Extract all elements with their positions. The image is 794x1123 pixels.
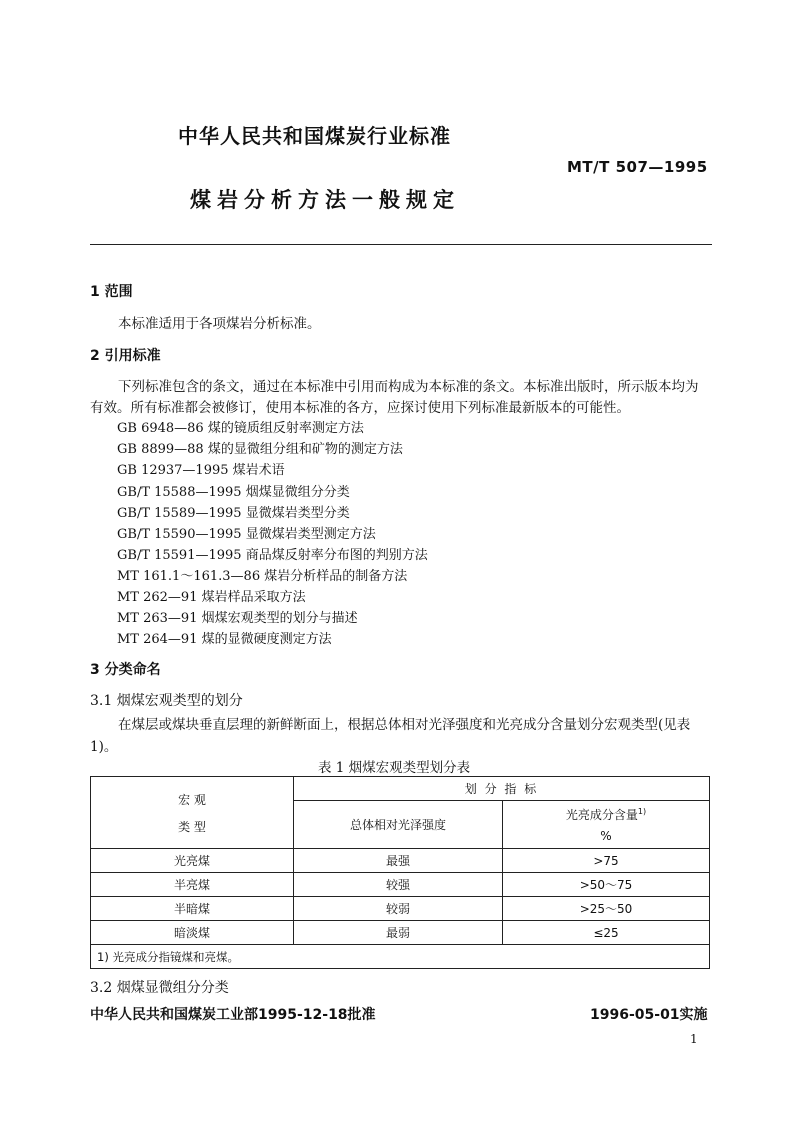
reference-item: MT 262—91 煤岩样品采取方法	[117, 590, 306, 605]
table-header-type-line2: 类 型	[178, 819, 206, 834]
table-cell-luster: 最弱	[294, 921, 503, 945]
section-3-1-body-line2: 1)。	[90, 739, 118, 755]
table-cell-luster: 较强	[294, 873, 503, 897]
table-cell-type: 光亮煤	[91, 849, 294, 873]
table-cell-bright: >25～50	[503, 897, 710, 921]
reference-item: MT 161.1～161.3—86 煤岩分析样品的制备方法	[117, 569, 408, 584]
standard-code: MT/T 507—1995	[567, 158, 708, 176]
table-header-group: 划 分 指 标	[294, 777, 710, 801]
table-row	[91, 897, 710, 921]
table-cell-bright: >50～75	[503, 873, 710, 897]
reference-item: GB/T 15590—1995 显微煤岩类型测定方法	[117, 527, 376, 542]
table-row	[91, 849, 710, 873]
reference-item: MT 263—91 烟煤宏观类型的划分与描述	[117, 611, 358, 626]
section-2-title: 2 引用标准	[90, 348, 161, 364]
table-cell-luster: 较弱	[294, 897, 503, 921]
reference-item: GB/T 15591—1995 商品煤反射率分布图的判别方法	[117, 548, 428, 563]
effective-date: 1996-05-01实施	[590, 1007, 708, 1023]
section-3-1-body-line1: 在煤层或煤块垂直层理的新鲜断面上，根据总体相对光泽强度和光亮成分含量划分宏观类型(见表	[118, 717, 691, 733]
section-3-1-title: 3.1 烟煤宏观类型的划分	[90, 693, 243, 709]
reference-item: GB 8899—88 煤的显微组分组和矿物的测定方法	[117, 442, 403, 457]
table-header-type	[91, 777, 294, 849]
table-header-bright	[503, 801, 710, 849]
section-2-body-line2: 有效。所有标准都会被修订，使用本标准的各方，应探讨使用下列标准最新版本的可能性。	[90, 400, 630, 416]
section-1-title: 1 范围	[90, 284, 133, 300]
table-cell-type: 暗淡煤	[91, 921, 294, 945]
table-header-bright-unit: %	[600, 829, 612, 843]
document-title: 煤岩分析方法一般规定	[190, 188, 460, 212]
approval-line: 中华人民共和国煤炭工业部1995-12-18批准	[90, 1007, 376, 1023]
org-title: 中华人民共和国煤炭行业标准	[178, 124, 451, 148]
page-number: 1	[690, 1032, 698, 1046]
footnote-marker: 1)	[637, 807, 647, 816]
reference-item: MT 264—91 煤的显微硬度测定方法	[117, 632, 332, 647]
section-2-body-line1: 下列标准包含的条文，通过在本标准中引用而构成为本标准的条文。本标准出版时，所示版本均为	[118, 379, 699, 395]
table-row	[91, 873, 710, 897]
table-1-caption: 表 1 烟煤宏观类型划分表	[318, 760, 471, 776]
table-cell-bright: >75	[503, 849, 710, 873]
table-header-bright-label: 光亮成分含量	[565, 808, 638, 822]
table-cell-luster: 最强	[294, 849, 503, 873]
section-3-2-title: 3.2 烟煤显微组分分类	[90, 980, 229, 996]
table-cell-type: 半亮煤	[91, 873, 294, 897]
table-cell-bright: ≤25	[503, 921, 710, 945]
reference-item: GB/T 15588—1995 烟煤显微组分分类	[117, 485, 350, 500]
table-footnote: 1) 光亮成分指镜煤和亮煤。	[91, 945, 710, 969]
reference-item: GB 12937—1995 煤岩术语	[117, 463, 285, 478]
table-header-type-line1: 宏 观	[178, 792, 206, 807]
table-row	[91, 921, 710, 945]
table-header-luster: 总体相对光泽强度	[294, 801, 503, 849]
header-rule	[90, 244, 712, 245]
section-1-body: 本标准适用于各项煤岩分析标准。	[118, 316, 321, 332]
reference-item: GB 6948—86 煤的镜质组反射率测定方法	[117, 421, 364, 436]
section-3-title: 3 分类命名	[90, 662, 161, 678]
table-cell-type: 半暗煤	[91, 897, 294, 921]
reference-item: GB/T 15589—1995 显微煤岩类型分类	[117, 506, 350, 521]
table-1	[90, 776, 710, 969]
